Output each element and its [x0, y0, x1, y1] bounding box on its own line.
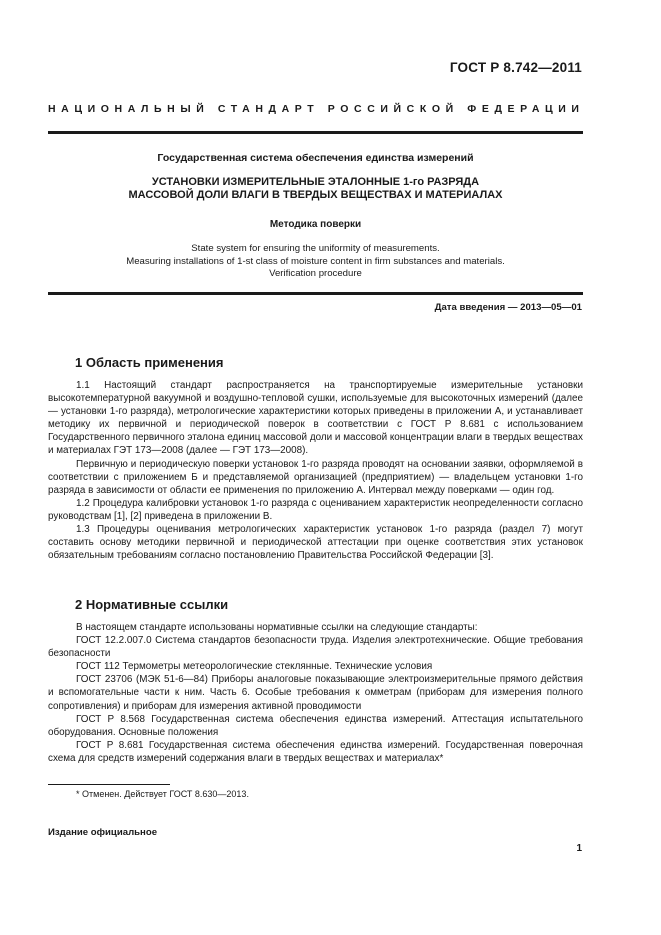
paragraph: Первичную и периодическую поверки установок 1-го разряда проводят на основании заявки, оформляемой в соответствии с приложением Б и представляемой организацией (предприятием) — владельцем установки 1-го разряда в зависимости от области ее применения по приложению А. Интервал между поверками — один год. — [48, 458, 583, 496]
footnote: * Отменен. Действует ГОСТ 8.630—2013. — [76, 789, 249, 799]
system-title: Государственная система обеспечения единства измерений — [157, 152, 474, 164]
main-title-line: МАССОВОЙ ДОЛИ ВЛАГИ В ТВЕРДЫХ ВЕЩЕСТВАХ И МАТЕРИАЛАХ — [128, 189, 503, 201]
main-title-line: УСТАНОВКИ ИЗМЕРИТЕЛЬНЫЕ ЭТАЛОННЫЕ 1-го РАЗРЯДА — [151, 176, 480, 188]
page-number: 1 — [576, 843, 582, 854]
title-divider — [48, 292, 583, 295]
english-title-line: State system for ensuring the uniformity of measurements. — [191, 243, 440, 254]
main-title — [48, 176, 583, 202]
introduction-date: Дата введения — 2013—05—01 — [434, 302, 582, 313]
gost-number: ГОСТ Р 8.742—2011 — [449, 60, 582, 75]
reference-item: ГОСТ Р 8.681 Государственная система обеспечения единства измерений. Государственная поверочная схема для средств измерений содержания влаги в твердых веществах и материалах* — [48, 739, 583, 764]
national-standard-heading: НАЦИОНАЛЬНЫЙ СТАНДАРТ РОССИЙСКОЙ ФЕДЕРАЦИИ — [48, 103, 585, 115]
paragraph: 1.2 Процедура калибровки установок 1-го разряда с оцениванием характеристик неопределенности согласно руководствам [1], [2] приведена в приложении В. — [48, 497, 583, 522]
method-subtitle: Методика поверки — [269, 219, 362, 230]
section-1-body — [48, 379, 583, 562]
reference-item: ГОСТ Р 8.568 Государственная система обеспечения единства измерений. Аттестация испытательного оборудования. Основные положения — [48, 713, 583, 738]
english-title — [48, 243, 583, 281]
footnote-divider — [48, 784, 170, 785]
paragraph: В настоящем стандарте использованы нормативные ссылки на следующие стандарты: — [76, 622, 478, 633]
english-title-line: Verification procedure — [269, 268, 362, 279]
paragraph: 1.1 Настоящий стандарт распространяется на транспортируемые измерительные установки высокотемпературной вакуумной и воздушно-тепловой сушки, используемые для высокоточных измерений (далее — установки 1-го разряда), метрологические характеристики которых приведены в приложении А, и устанавливает методику их первичной и периодической поверок в соответствии с ГОСТ Р 8.681 с использованием Государственного первичного эталона единиц массовой доли и массовой концентрации влаги в твердых веществах и материалах ГЭТ 173—2008 (далее — ГЭТ 173—2008). — [48, 380, 583, 457]
section-2-heading: 2 Нормативные ссылки — [75, 597, 229, 612]
english-title-line: Measuring installations of 1-st class of moisture content in firm substances and materials. — [126, 255, 505, 267]
reference-item: ГОСТ 23706 (МЭК 51-6—84) Приборы аналоговые показывающие электроизмерительные прямого действия и вспомогательные части к ним. Часть 6. Особые требования к омметрам (приборам для измерения полного сопротивления) и приборам для измерения активной проводимости — [48, 674, 583, 712]
section-2-body — [48, 621, 583, 765]
reference-item: ГОСТ 12.2.007.0 Система стандартов безопасности труда. Изделия электротехнические. Общие требования безопасности — [48, 635, 583, 660]
paragraph: 1.3 Процедуры оценивания метрологических характеристик установок 1-го разряда (раздел 7) могут составить основу методики первичной и периодической аттестации при оценке соответствия этих установок обязательным требованиям согласно постановлению Правительства Российской Федерации [3]. — [48, 524, 583, 562]
edition-label: Издание официальное — [48, 827, 158, 838]
section-1-heading: 1 Область применения — [75, 355, 224, 370]
top-divider — [48, 131, 583, 134]
reference-item: ГОСТ 112 Термометры метеорологические стеклянные. Технические условия — [76, 661, 433, 673]
